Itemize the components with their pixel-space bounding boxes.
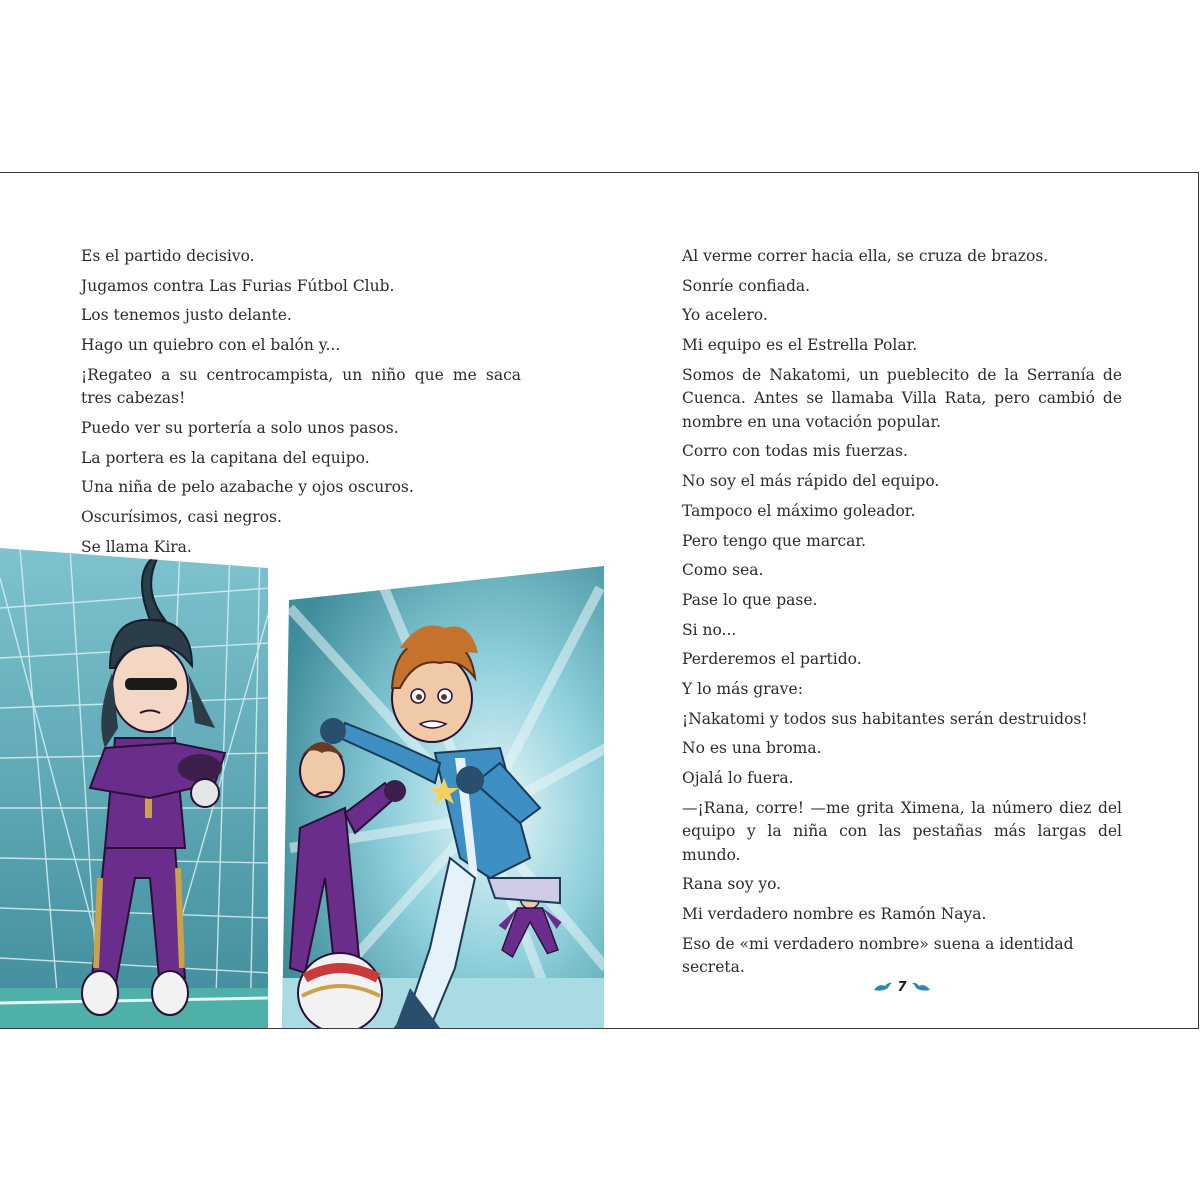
paragraph: —¡Rana, corre! —me grita Ximena, la número diez del equipo y la niña con las pestañas más largas del mundo. bbox=[682, 798, 1122, 864]
paragraph: Mi verdadero nombre es Ramón Naya. bbox=[682, 905, 987, 924]
book-spread bbox=[0, 172, 1199, 1029]
paragraph: ¡Nakatomi y todos sus habitantes serán destruidos! bbox=[682, 709, 1088, 728]
bird-ornament-icon bbox=[911, 981, 931, 993]
paragraph: Tampoco el máximo goleador. bbox=[682, 501, 916, 520]
paragraph: Puedo ver su portería a solo unos pasos. bbox=[81, 418, 399, 437]
paragraph: Yo acelero. bbox=[682, 306, 768, 325]
paragraph: Si no... bbox=[682, 620, 737, 639]
paragraph: ¡Regateo a su centrocampista, un niño que me saca tres cabezas! bbox=[81, 365, 521, 408]
paragraph: Una niña de pelo azabache y ojos oscuros. bbox=[81, 478, 414, 497]
paragraph: Los tenemos justo delante. bbox=[81, 306, 292, 325]
comic-illustration bbox=[0, 548, 606, 1028]
paragraph: Perderemos el partido. bbox=[682, 650, 862, 669]
paragraph: Jugamos contra Las Furias Fútbol Club. bbox=[81, 276, 395, 295]
paragraph: Pero tengo que marcar. bbox=[682, 531, 867, 550]
paragraph: Sonríe confiada. bbox=[682, 276, 811, 295]
paragraph: No es una broma. bbox=[682, 739, 822, 758]
paragraph: Eso de «mi verdadero nombre» suena a identidad secreta. bbox=[682, 934, 1074, 977]
paragraph: Es el partido decisivo. bbox=[81, 247, 255, 265]
paragraph: La portera es la capitana del equipo. bbox=[81, 448, 370, 467]
right-page-text bbox=[682, 245, 1122, 986]
paragraph: Ojalá lo fuera. bbox=[682, 769, 794, 787]
paragraph: Somos de Nakatomi, un pueblecito de la Serranía de Cuenca. Antes se llamaba Villa Rata, pero cambió de nombre en una votación popular. bbox=[682, 365, 1122, 431]
goalkeeper-girl-illustration bbox=[0, 548, 270, 1028]
paragraph: Mi equipo es el Estrella Polar. bbox=[682, 336, 918, 355]
page-number bbox=[870, 976, 934, 998]
paragraph: Pase lo que pase. bbox=[682, 590, 818, 609]
player-kicking-ball-illustration bbox=[280, 548, 606, 1028]
left-page-text bbox=[81, 245, 521, 565]
paragraph: Rana soy yo. bbox=[682, 875, 782, 894]
paragraph: Oscurísimos, casi negros. bbox=[81, 508, 282, 526]
paragraph: No soy el más rápido del equipo. bbox=[682, 472, 940, 491]
ball-icon bbox=[298, 953, 382, 1028]
page-number-label: 7 bbox=[897, 979, 907, 995]
paragraph: Hago un quiebro con el balón y... bbox=[81, 336, 341, 355]
paragraph: Se llama Kira. bbox=[81, 537, 192, 556]
paragraph: Y lo más grave: bbox=[682, 679, 803, 698]
paragraph: Corro con todas mis fuerzas. bbox=[682, 442, 908, 461]
paragraph: Como sea. bbox=[682, 561, 764, 580]
paragraph: Al verme correr hacia ella, se cruza de brazos. bbox=[682, 247, 1049, 265]
bird-ornament-icon bbox=[873, 981, 893, 993]
